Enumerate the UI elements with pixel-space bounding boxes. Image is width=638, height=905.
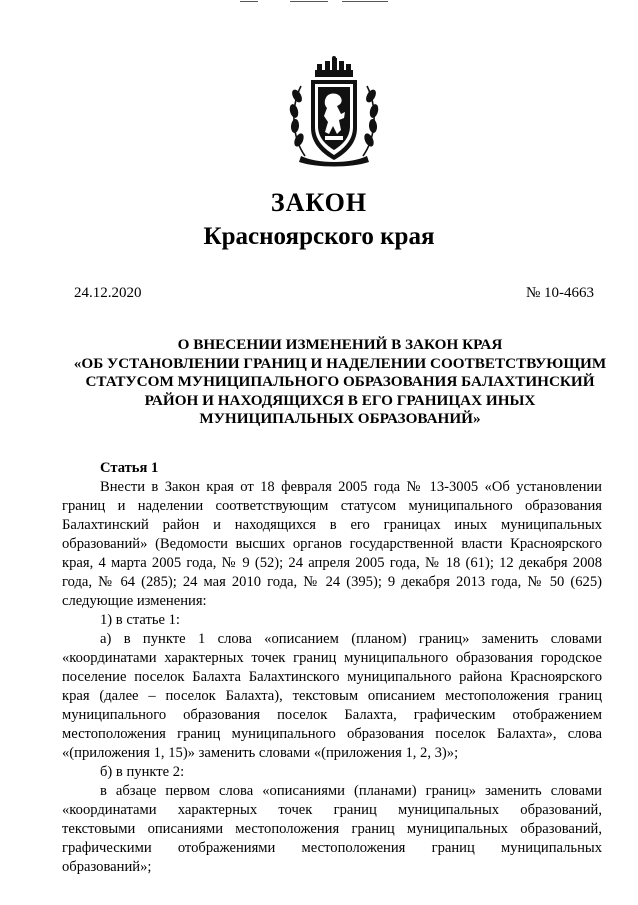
body-line: года, № 64 (285); 24 мая 2010 года, № 24 (395); 9 декабря 2013 года, № 50 (625) bbox=[62, 574, 602, 590]
body-line: поселение поселок Балахта Балахтинского муниципального района Красноярского bbox=[62, 669, 602, 685]
law-heading-line: О ВНЕСЕНИИ ИЗМЕНЕНИЙ В ЗАКОН КРАЯ bbox=[177, 336, 503, 353]
body-line: «координатами характерных точек границ муниципального образования городское bbox=[62, 650, 602, 666]
body-line: 1) в статье 1: bbox=[100, 612, 180, 628]
body-line: «координатами характерных точек границ муниципальных образований, bbox=[62, 802, 602, 818]
body-line: Внести в Закон края от 18 февраля 2005 года № 13-3005 «Об установлении bbox=[100, 479, 602, 495]
body-line: «(приложения 1, 15)» заменить словами «(приложения 1, 2, 3)»; bbox=[62, 745, 459, 761]
body-line: текстовыми описаниями местоположения границ муниципальных образований, bbox=[62, 821, 602, 837]
document-number: № 10-4663 bbox=[525, 285, 594, 301]
article-title: Статья 1 bbox=[100, 460, 159, 476]
law-heading-line: МУНИЦИПАЛЬНЫХ ОБРАЗОВАНИЙ» bbox=[199, 410, 481, 427]
document-date: 24.12.2020 bbox=[74, 285, 142, 301]
body-line: следующие изменения: bbox=[62, 593, 207, 609]
coat-of-arms-icon bbox=[287, 56, 381, 168]
document-body bbox=[62, 459, 602, 877]
body-line: б) в пункте 2: bbox=[100, 764, 185, 780]
body-line: в абзаце первом слова «описаниями (планами) границ» заменить словами bbox=[100, 783, 602, 799]
law-heading-line: «ОБ УСТАНОВЛЕНИИ ГРАНИЦ И НАДЕЛЕНИИ СООТВЕТСТВУЮЩИМ bbox=[73, 354, 607, 372]
body-line: границ и наделении соответствующим статусом муниципального образования bbox=[62, 498, 602, 514]
body-line: образований»; bbox=[62, 859, 152, 875]
document-title: ЗАКОН bbox=[270, 188, 368, 217]
law-heading-line: СТАТУСОМ МУНИЦИПАЛЬНОГО ОБРАЗОВАНИЯ БАЛАХТИНСКИЙ bbox=[85, 373, 595, 390]
document-subtitle: Красноярского края bbox=[203, 223, 435, 250]
body-line: местоположения границ муниципального образования поселок Балахта», слова bbox=[62, 726, 602, 742]
body-line: Балахтинский район и находящихся в его границах иных муниципальных bbox=[62, 517, 602, 533]
body-line: муниципального образования поселок Балахта, графическим отображением bbox=[62, 707, 602, 723]
body-line: образований» (Ведомости высших органов государственной власти Красноярского bbox=[62, 536, 602, 552]
law-heading-line: РАЙОН И НАХОДЯЩИХСЯ В ЕГО ГРАНИЦАХ ИНЫХ bbox=[144, 391, 536, 409]
body-line: а) в пункте 1 слова «описанием (планом) границ» заменить словами bbox=[100, 631, 602, 647]
body-line: края, 4 марта 2005 года, № 9 (52); 24 апреля 2005 года, № 18 (61); 12 декабря 2008 bbox=[62, 555, 602, 571]
scan-artifact bbox=[240, 0, 410, 3]
body-line: графическими отображениями местоположения границ муниципальных bbox=[62, 840, 602, 856]
law-heading bbox=[50, 336, 630, 429]
body-line: края (далее – поселок Балахта), текстовым описанием местоположения границ bbox=[62, 688, 602, 704]
